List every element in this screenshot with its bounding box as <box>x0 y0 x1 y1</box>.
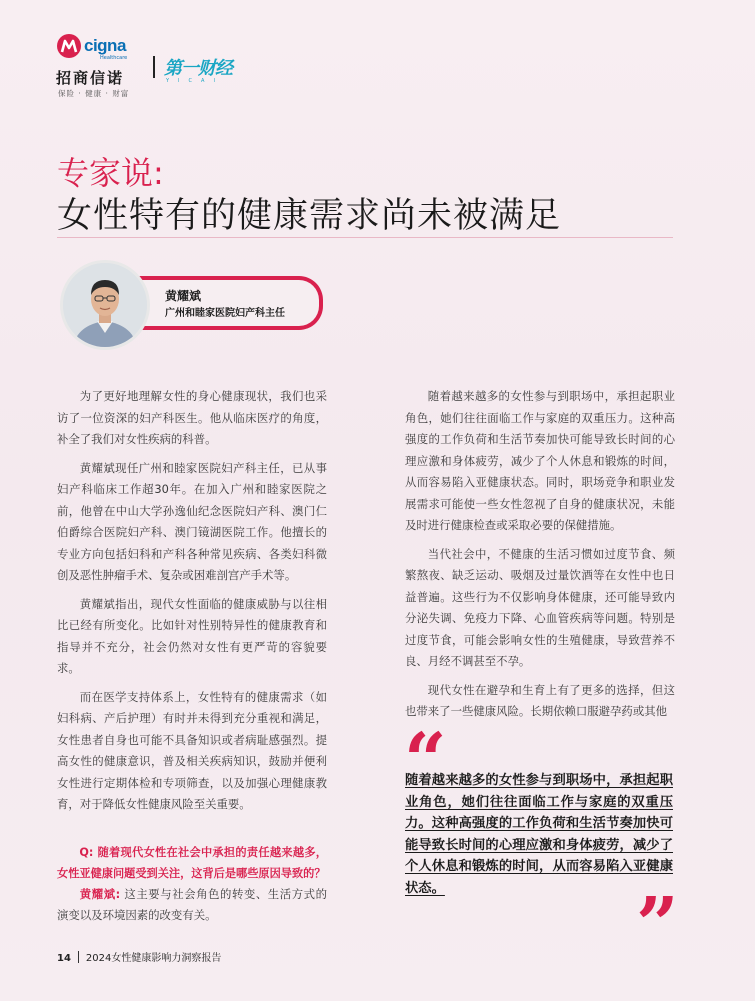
body-paragraph: 而在医学支持体系上，女性特有的健康需求（如妇科病、产后护理）有时并未得到充分重视和满足，女性患者自身也可能不具备知识或者病耻感强烈。提高女性的健康意识，普及相关疾病知识，鼓励并便利女性进行定期体检和专项筛查，以及加强心理健康教育，对于降低女性健康风险至关重要。 <box>57 689 327 811</box>
body-paragraph: 当代社会中，不健康的生活习惯如过度节食、频繁熬夜、缺乏运动、吸烟及过量饮酒等在女性中也日益普遍。这些行为不仅影响身体健康，还可能导致内分泌失调、免疫力下降、心血管疾病等问题。特别是过度节食，可能会影响女性的生殖健康，导致营养不良、月经不调甚至不孕。 <box>405 546 675 668</box>
title-divider <box>57 237 673 238</box>
cigna-sub: Healthcare <box>100 55 128 61</box>
page-number: 14 <box>57 953 71 964</box>
expert-position: 广州和睦家医院妇产科主任 <box>165 308 285 319</box>
portrait-image <box>63 263 147 347</box>
yicai-logo <box>164 54 232 84</box>
cigna-wordmark: cigna <box>84 36 126 55</box>
section-kicker: 专家说: <box>57 154 164 192</box>
page-title: 女性特有的健康需求尚未被满足 <box>57 196 562 236</box>
report-title: 2024女性健康影响力洞察报告 <box>85 953 222 964</box>
close-quote-icon: ” <box>636 882 679 968</box>
body-paragraph: 黄耀斌现任广州和睦家医院妇产科主任，已从事妇产科临床工作超30年。在加入广州和睦家医院之前，他曾在中山大学孙逸仙纪念医院妇产科、澳门仁伯爵综合医院妇产科、澳门镜湖医院工作。他擅长的专业方向包括妇科和产科各种常见疾病、各类妇科微创及恶性肿瘤手术、复杂或困难剖宫产手术等。 <box>57 460 327 582</box>
body-paragraph: 黄耀斌指出，现代女性面临的健康威胁与以往相比已经有所变化。比如针对性别特异性的健康教育和指导并不充分，社会仍然对女性有更严苛的容貌要求。 <box>57 596 327 675</box>
company-tagline: 保险 · 健康 · 财富 <box>58 89 130 98</box>
expert-name-pill <box>135 276 323 330</box>
yicai-sub: YICAI <box>166 78 224 84</box>
page-footer <box>57 949 221 964</box>
body-paragraph: 随着越来越多的女性参与到职场中，承担起职业角色，她们往往面临工作与家庭的双重压力。这种高强度的工作负荷和生活节奏加快可能导致长时间的心理应激和身体疲劳，减少了个人休息和锻炼的时间，从而容易陷入亚健康状态。同时，职场竞争和职业发展需求可能使一些女性忽视了自身的健康状况，未能及时进行健康检查或采取必要的保健措施。 <box>405 389 675 532</box>
body-paragraph: 现代女性在避孕和生育上有了更多的选择，但这也带来了一些健康风险。长期依赖口服避孕药或其他 <box>405 682 675 718</box>
company-name: 招商信诺 <box>56 69 125 87</box>
logo-divider <box>153 56 155 78</box>
answer-text: 这主要与社会角色的转变、生活方式的演变以及环境因素的改变有关。 <box>57 886 328 922</box>
cmb-logo-icon <box>56 33 82 59</box>
interview-answer <box>57 884 327 927</box>
right-column <box>405 386 675 730</box>
expert-avatar <box>60 260 150 350</box>
answer-speaker: 黄耀斌: <box>79 886 121 901</box>
expert-name: 黄耀斌 <box>165 289 202 303</box>
interview-question: Q: 随着现代女性在社会中承担的责任越来越多，女性亚健康问题受到关注，这背后是哪些原因导致的？ <box>57 845 327 880</box>
open-quote-icon: “ <box>404 718 447 804</box>
body-paragraph: 为了更好地理解女性的身心健康现状，我们也采访了一位资深的妇产科医生。他从临床医疗的角度，补全了我们对女性疾病的科普。 <box>57 389 327 446</box>
footer-divider <box>78 951 79 963</box>
pull-quote: 随着越来越多的女性参与到职场中，承担起职业角色，她们往往面临工作与家庭的双重压力。这种高强度的工作负荷和生活节奏加快可能导致长时间的心理应激和身体疲劳，减少了个人休息和锻炼的时间，从而容易陷入亚健康状态。 <box>405 773 673 896</box>
left-column <box>57 386 327 927</box>
yicai-wordmark: 第一财经 <box>164 58 232 79</box>
